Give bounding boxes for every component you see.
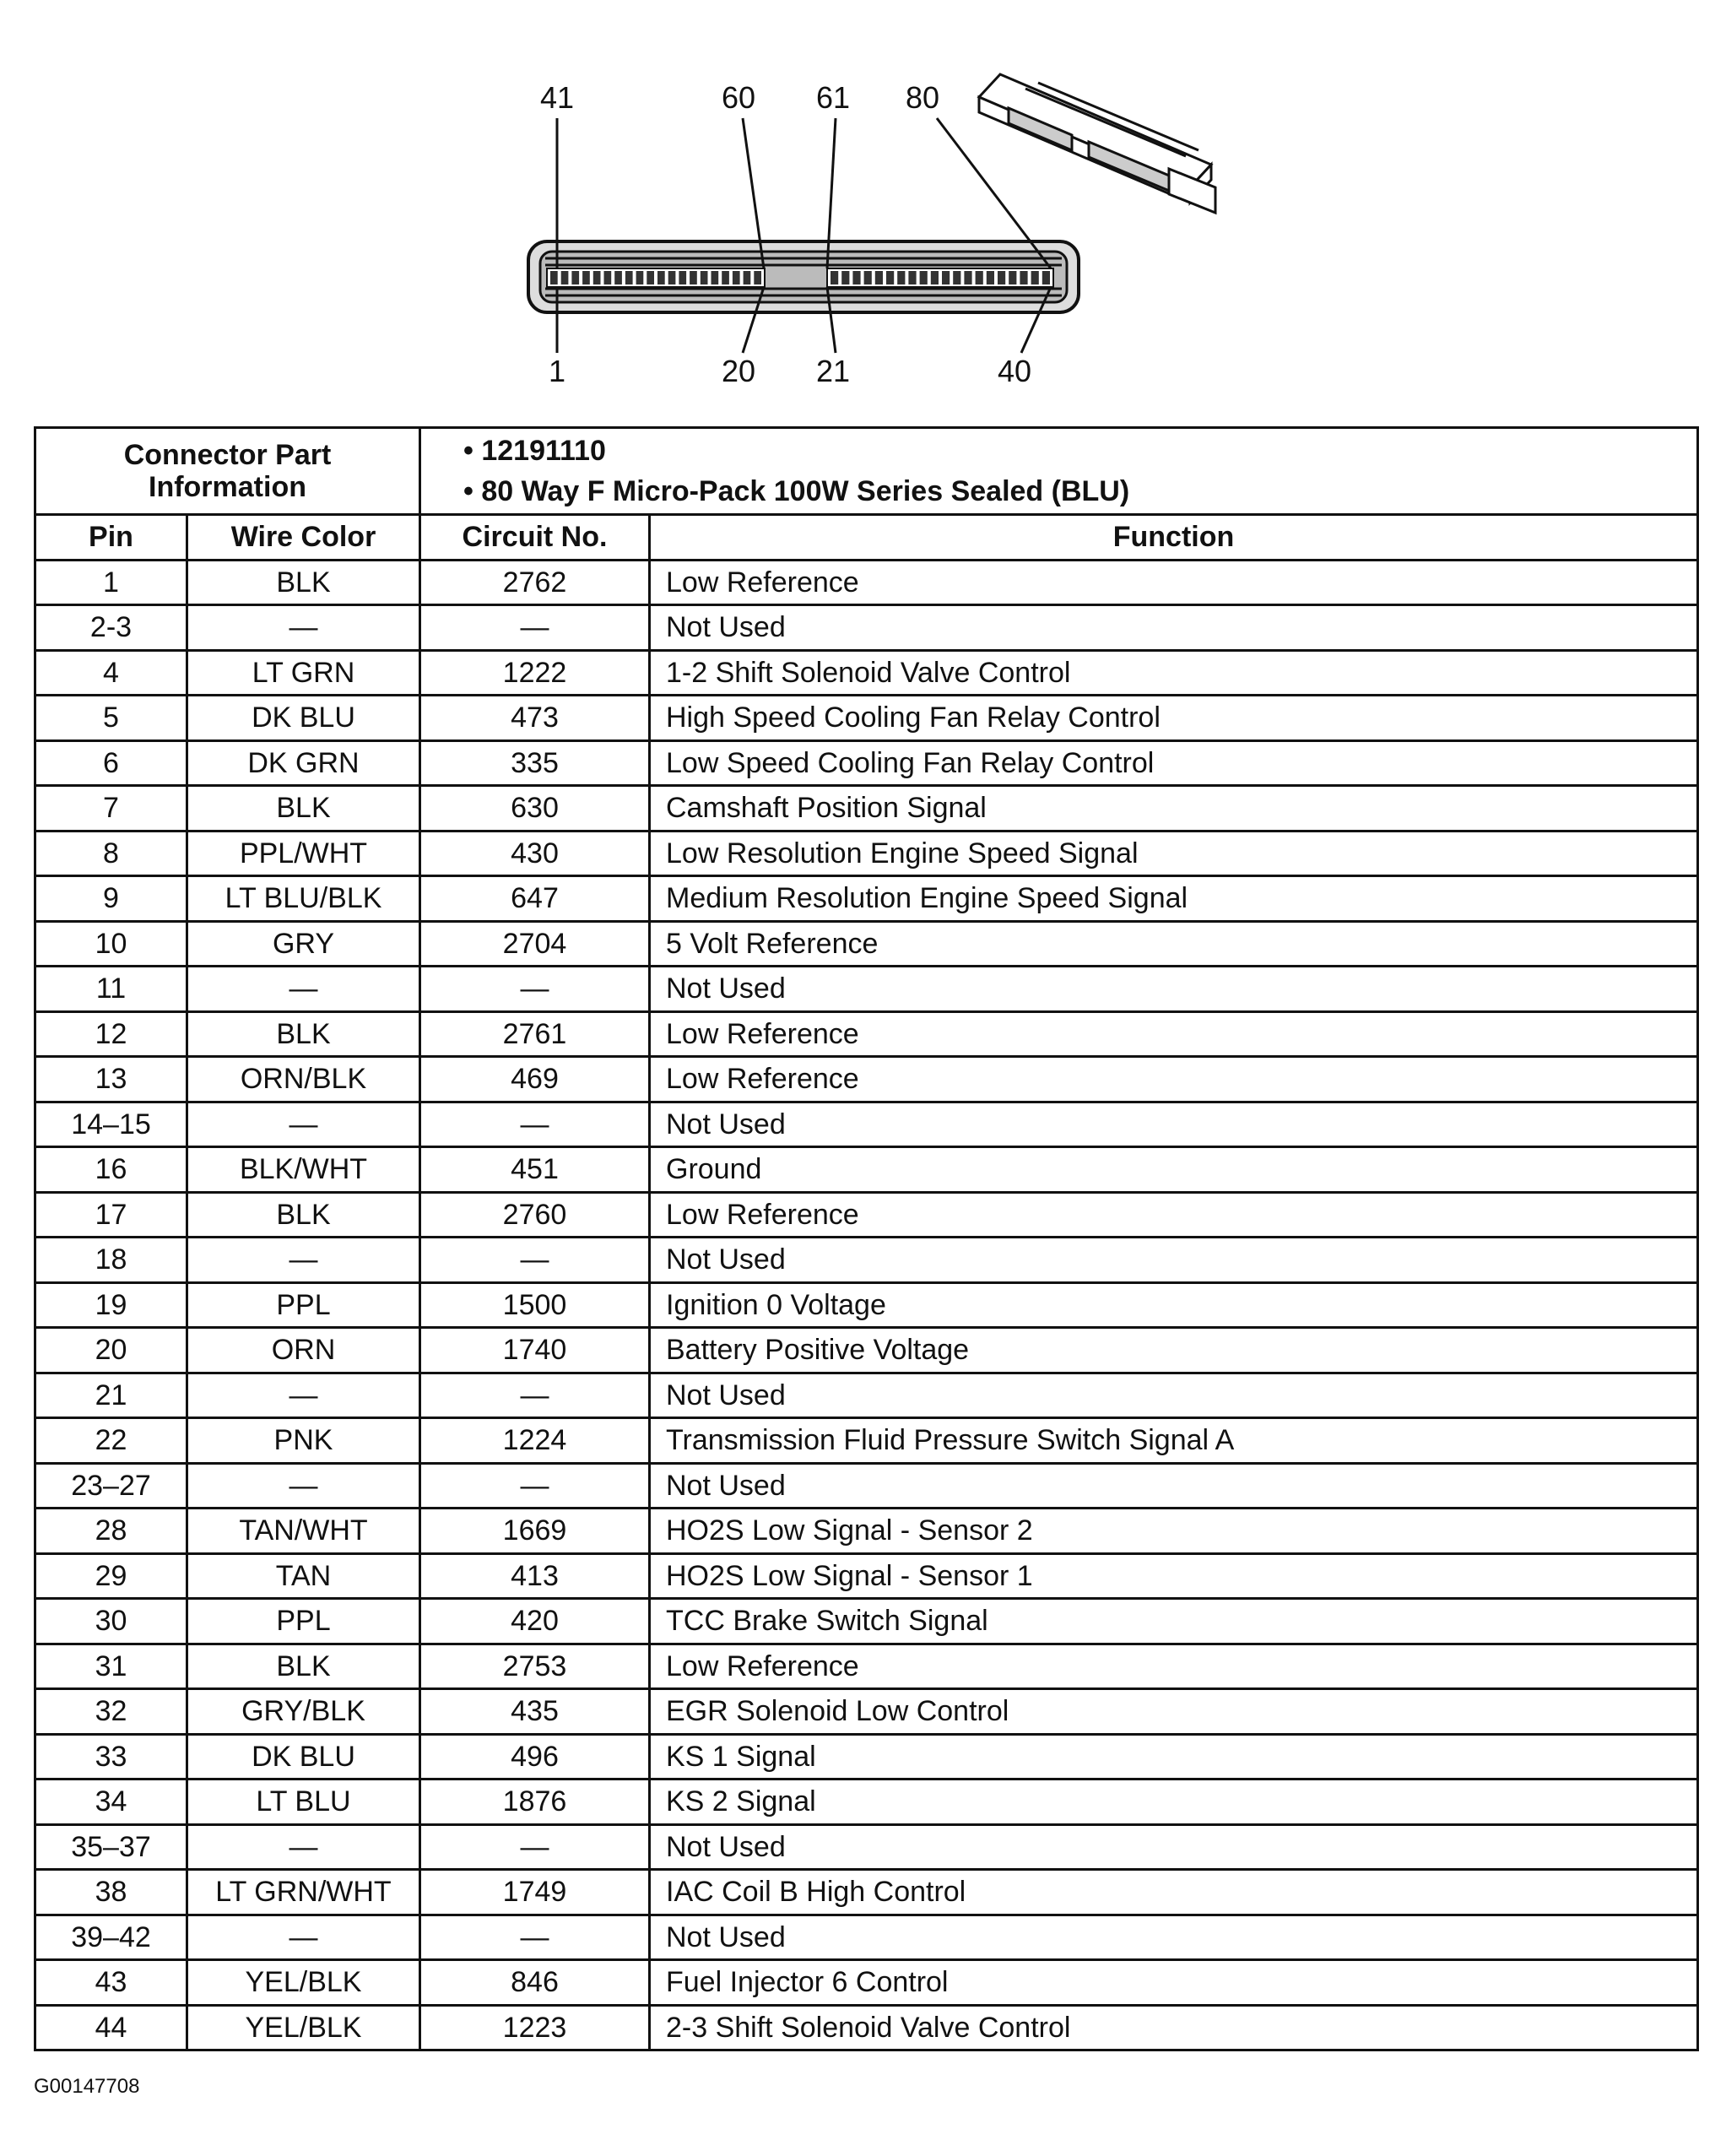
wire-color-cell: BLK <box>187 1644 420 1689</box>
circuit-cell: — <box>420 1102 650 1147</box>
pin-cell: 38 <box>35 1870 187 1915</box>
table-row <box>35 1011 1698 1057</box>
table-row <box>35 1915 1698 1960</box>
pin-cell: 1 <box>35 560 187 605</box>
wire-color-cell: BLK <box>187 1011 420 1057</box>
pin-terminal <box>953 271 960 284</box>
pin-label-1: 1 <box>548 354 566 388</box>
circuit-cell: 647 <box>420 876 650 922</box>
pin-terminal <box>964 271 971 284</box>
pin-cell: 20 <box>35 1328 187 1373</box>
pin-terminal <box>998 271 1005 284</box>
function-cell: Not Used <box>650 605 1698 651</box>
connector-body <box>528 241 1079 312</box>
wire-color-cell: LT BLU <box>187 1780 420 1825</box>
wire-color-cell: — <box>187 1824 420 1870</box>
circuit-cell: 473 <box>420 696 650 741</box>
circuit-cell: 2760 <box>420 1192 650 1238</box>
function-cell: KS 1 Signal <box>650 1734 1698 1780</box>
pin-terminal <box>690 271 697 284</box>
circuit-cell: — <box>420 1373 650 1418</box>
function-cell: 1-2 Shift Solenoid Valve Control <box>650 650 1698 696</box>
function-cell: Low Resolution Engine Speed Signal <box>650 831 1698 876</box>
pin-terminal <box>976 271 983 284</box>
wire-color-cell: GRY <box>187 921 420 967</box>
pin-cell: 18 <box>35 1238 187 1283</box>
table-row <box>35 605 1698 651</box>
pin-cell: 30 <box>35 1599 187 1644</box>
pin-cell: 35–37 <box>35 1824 187 1870</box>
pin-cell: 14–15 <box>35 1102 187 1147</box>
table-row <box>35 740 1698 786</box>
column-header-wire-color: Wire Color <box>187 515 420 561</box>
wire-color-cell: TAN/WHT <box>187 1509 420 1554</box>
pin-cell: 28 <box>35 1509 187 1554</box>
wire-color-cell: — <box>187 967 420 1012</box>
function-cell: Ignition 0 Voltage <box>650 1282 1698 1328</box>
pin-terminal <box>841 271 849 284</box>
wire-color-cell: — <box>187 1915 420 1960</box>
circuit-cell: 420 <box>420 1599 650 1644</box>
table-row <box>35 1824 1698 1870</box>
function-cell: Fuel Injector 6 Control <box>650 1960 1698 2006</box>
pin-cell: 7 <box>35 786 187 832</box>
circuit-cell: 2761 <box>420 1011 650 1057</box>
function-cell: 2-3 Shift Solenoid Valve Control <box>650 2005 1698 2050</box>
function-cell: KS 2 Signal <box>650 1780 1698 1825</box>
table-row <box>35 1102 1698 1147</box>
pin-terminal <box>561 271 569 284</box>
pin-cell: 31 <box>35 1644 187 1689</box>
circuit-cell: — <box>420 605 650 651</box>
wire-color-cell: — <box>187 1373 420 1418</box>
connector-info-header: Connector Part Information <box>35 428 420 515</box>
column-header-pin: Pin <box>35 515 187 561</box>
function-cell: Low Reference <box>650 560 1698 605</box>
function-cell: Ground <box>650 1147 1698 1193</box>
pin-label-40: 40 <box>997 354 1032 388</box>
leader-lines <box>557 118 1051 353</box>
function-cell: Transmission Fluid Pressure Switch Signal A <box>650 1418 1698 1464</box>
circuit-cell: 2762 <box>420 560 650 605</box>
function-cell: Low Speed Cooling Fan Relay Control <box>650 740 1698 786</box>
circuit-cell: — <box>420 1238 650 1283</box>
table-row <box>35 1689 1698 1735</box>
pin-cell: 5 <box>35 696 187 741</box>
pin-cell: 10 <box>35 921 187 967</box>
pin-terminal <box>657 271 665 284</box>
circuit-cell: 1669 <box>420 1509 650 1554</box>
pin-terminal <box>712 271 719 284</box>
function-cell: Low Reference <box>650 1011 1698 1057</box>
wire-color-cell: YEL/BLK <box>187 1960 420 2006</box>
pin-label-80: 80 <box>905 80 940 115</box>
table-row <box>35 560 1698 605</box>
pin-terminal <box>931 271 939 284</box>
function-cell: Camshaft Position Signal <box>650 786 1698 832</box>
table-row <box>35 1780 1698 1825</box>
circuit-cell: 630 <box>420 786 650 832</box>
circuit-cell: 1224 <box>420 1418 650 1464</box>
pin-terminal <box>897 271 905 284</box>
wire-color-cell: BLK/WHT <box>187 1147 420 1193</box>
pin-cell: 11 <box>35 967 187 1012</box>
function-cell: HO2S Low Signal - Sensor 1 <box>650 1553 1698 1599</box>
connector-description: • 80 Way F Micro-Pack 100W Series Sealed (BLU) <box>463 475 1130 507</box>
circuit-cell: 496 <box>420 1734 650 1780</box>
column-header-row <box>35 515 1698 561</box>
function-cell: Low Reference <box>650 1057 1698 1102</box>
wire-color-cell: PNK <box>187 1418 420 1464</box>
table-row <box>35 1147 1698 1193</box>
table-row <box>35 1463 1698 1509</box>
function-cell: HO2S Low Signal - Sensor 2 <box>650 1509 1698 1554</box>
wire-color-cell: ORN <box>187 1328 420 1373</box>
circuit-cell: 1749 <box>420 1870 650 1915</box>
pin-terminal <box>1020 271 1027 284</box>
function-cell: EGR Solenoid Low Control <box>650 1689 1698 1735</box>
table-row <box>35 1282 1698 1328</box>
pin-terminal <box>636 271 644 284</box>
circuit-cell: 469 <box>420 1057 650 1102</box>
table-row <box>35 1734 1698 1780</box>
pin-terminal <box>1009 271 1016 284</box>
table-row <box>35 1960 1698 2006</box>
wire-color-cell: GRY/BLK <box>187 1689 420 1735</box>
pin-terminal <box>987 271 994 284</box>
pin-label-61: 61 <box>815 80 851 115</box>
circuit-cell: 2753 <box>420 1644 650 1689</box>
table-row <box>35 696 1698 741</box>
pin-terminal <box>831 271 838 284</box>
pin-terminal <box>614 271 622 284</box>
table-row <box>35 1238 1698 1283</box>
pin-terminal <box>604 271 612 284</box>
table-row <box>35 876 1698 922</box>
wire-color-cell: PPL <box>187 1599 420 1644</box>
pin-label-21: 21 <box>815 354 851 388</box>
pin-terminal <box>733 271 740 284</box>
function-cell: IAC Coil B High Control <box>650 1870 1698 1915</box>
function-cell: TCC Brake Switch Signal <box>650 1599 1698 1644</box>
column-header-function: Function <box>650 515 1698 561</box>
circuit-cell: 430 <box>420 831 650 876</box>
wire-color-cell: — <box>187 1238 420 1283</box>
pin-terminal <box>1031 271 1039 284</box>
wire-color-cell: DK BLU <box>187 1734 420 1780</box>
pin-cell: 29 <box>35 1553 187 1599</box>
connector-perspective-icon <box>979 74 1215 213</box>
pin-cell: 9 <box>35 876 187 922</box>
wire-color-cell: BLK <box>187 560 420 605</box>
table-row <box>35 786 1698 832</box>
pin-cell: 16 <box>35 1147 187 1193</box>
pin-label-60: 60 <box>721 80 756 115</box>
table-row <box>35 1509 1698 1554</box>
wire-color-cell: BLK <box>187 1192 420 1238</box>
function-cell: Not Used <box>650 1915 1698 1960</box>
connector-part-number: • 12191110 <box>463 435 606 467</box>
connector-info-row <box>35 428 1698 515</box>
function-cell: 5 Volt Reference <box>650 921 1698 967</box>
pin-terminal <box>679 271 686 284</box>
pin-cell: 32 <box>35 1689 187 1735</box>
pin-terminal <box>1042 271 1050 284</box>
pin-terminal <box>864 271 872 284</box>
pin-terminal <box>668 271 676 284</box>
column-header-circuit-no: Circuit No. <box>420 515 650 561</box>
pin-terminal <box>550 271 558 284</box>
circuit-cell: 435 <box>420 1689 650 1735</box>
wire-color-cell: PPL <box>187 1282 420 1328</box>
wire-color-cell: ORN/BLK <box>187 1057 420 1102</box>
wire-color-cell: BLK <box>187 786 420 832</box>
pin-cell: 44 <box>35 2005 187 2050</box>
wire-color-cell: DK BLU <box>187 696 420 741</box>
circuit-cell: 1223 <box>420 2005 650 2050</box>
table-row <box>35 650 1698 696</box>
table-row <box>35 2005 1698 2050</box>
pin-terminal <box>875 271 883 284</box>
pin-cell: 12 <box>35 1011 187 1057</box>
circuit-cell: 1222 <box>420 650 650 696</box>
circuit-cell: 451 <box>420 1147 650 1193</box>
pin-cell: 23–27 <box>35 1463 187 1509</box>
circuit-cell: 413 <box>420 1553 650 1599</box>
table-row <box>35 967 1698 1012</box>
pin-terminal <box>625 271 633 284</box>
pin-cell: 33 <box>35 1734 187 1780</box>
circuit-cell: — <box>420 1915 650 1960</box>
table-row <box>35 1328 1698 1373</box>
function-cell: High Speed Cooling Fan Relay Control <box>650 696 1698 741</box>
pin-cell: 2-3 <box>35 605 187 651</box>
figure-id: G00147708 <box>34 2075 140 2098</box>
pin-cell: 22 <box>35 1418 187 1464</box>
pin-terminal <box>754 271 761 284</box>
pin-cell: 4 <box>35 650 187 696</box>
table-row <box>35 1599 1698 1644</box>
table-row <box>35 1192 1698 1238</box>
function-cell: Low Reference <box>650 1644 1698 1689</box>
circuit-cell: 1876 <box>420 1780 650 1825</box>
circuit-cell: — <box>420 1463 650 1509</box>
pin-terminal <box>582 271 590 284</box>
function-cell: Not Used <box>650 967 1698 1012</box>
pin-cell: 21 <box>35 1373 187 1418</box>
function-cell: Not Used <box>650 1373 1698 1418</box>
pin-cell: 17 <box>35 1192 187 1238</box>
function-cell: Medium Resolution Engine Speed Signal <box>650 876 1698 922</box>
table-row <box>35 921 1698 967</box>
pin-cell: 39–42 <box>35 1915 187 1960</box>
pin-cell: 8 <box>35 831 187 876</box>
wire-color-cell: PPL/WHT <box>187 831 420 876</box>
pin-label-41: 41 <box>539 80 575 115</box>
circuit-cell: 1500 <box>420 1282 650 1328</box>
table-row <box>35 1553 1698 1599</box>
pin-terminal <box>722 271 729 284</box>
wire-color-cell: DK GRN <box>187 740 420 786</box>
function-cell: Not Used <box>650 1238 1698 1283</box>
pin-terminal <box>571 271 579 284</box>
pinout-table <box>34 426 1699 2051</box>
function-cell: Not Used <box>650 1102 1698 1147</box>
pin-terminal <box>942 271 950 284</box>
pin-terminal <box>908 271 916 284</box>
circuit-cell: 335 <box>420 740 650 786</box>
pin-terminal <box>593 271 601 284</box>
pin-terminal <box>701 271 708 284</box>
wire-color-cell: LT GRN/WHT <box>187 1870 420 1915</box>
pin-terminal <box>647 271 654 284</box>
wire-color-cell: — <box>187 1102 420 1147</box>
circuit-cell: — <box>420 1824 650 1870</box>
table-row <box>35 1373 1698 1418</box>
pin-cell: 19 <box>35 1282 187 1328</box>
function-cell: Low Reference <box>650 1192 1698 1238</box>
pin-terminal <box>886 271 894 284</box>
pin-terminal <box>920 271 928 284</box>
pin-cell: 6 <box>35 740 187 786</box>
connector-info-details <box>420 428 1698 515</box>
pin-cell: 34 <box>35 1780 187 1825</box>
function-cell: Not Used <box>650 1824 1698 1870</box>
circuit-cell: 2704 <box>420 921 650 967</box>
function-cell: Not Used <box>650 1463 1698 1509</box>
function-cell: Battery Positive Voltage <box>650 1328 1698 1373</box>
connector-diagram <box>0 0 1726 422</box>
table-row <box>35 1418 1698 1464</box>
pin-cell: 43 <box>35 1960 187 2006</box>
wire-color-cell: LT BLU/BLK <box>187 876 420 922</box>
wire-color-cell: YEL/BLK <box>187 2005 420 2050</box>
circuit-cell: 1740 <box>420 1328 650 1373</box>
pin-label-20: 20 <box>721 354 756 388</box>
wire-color-cell: — <box>187 1463 420 1509</box>
circuit-cell: 846 <box>420 1960 650 2006</box>
pin-terminal <box>744 271 751 284</box>
table-row <box>35 831 1698 876</box>
wire-color-cell: LT GRN <box>187 650 420 696</box>
wire-color-cell: — <box>187 605 420 651</box>
table-row <box>35 1057 1698 1102</box>
table-row <box>35 1870 1698 1915</box>
table-row <box>35 1644 1698 1689</box>
wire-color-cell: TAN <box>187 1553 420 1599</box>
pin-cell: 13 <box>35 1057 187 1102</box>
pin-terminal <box>852 271 860 284</box>
circuit-cell: — <box>420 967 650 1012</box>
